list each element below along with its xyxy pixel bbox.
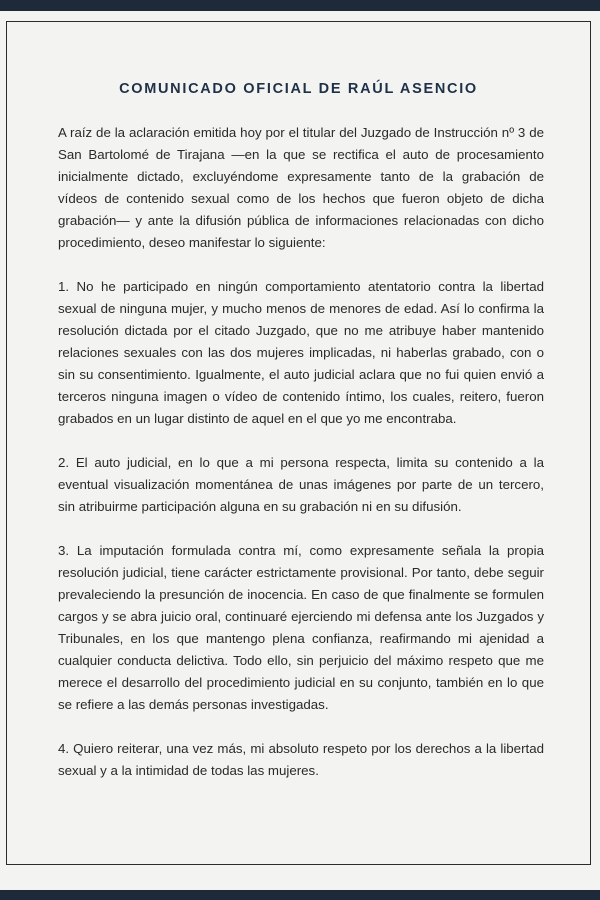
intro-paragraph: A raíz de la aclaración emitida hoy por el titular del Juzgado de Instrucción nº 3 de San Bartolomé de Tirajana —en la que se rectifica el auto de procesamiento inicialmente dictado, excluyéndome expresamente tanto de la grabación de vídeos de contenido sexual como de los hechos que fueron objeto de dicha grabación— y ante la difusión pública de informaciones relacionadas con dicho procedimiento, deseo manifestar lo siguiente: xyxy=(58,125,544,250)
bottom-border-bar xyxy=(0,890,600,900)
top-border-bar xyxy=(0,0,600,11)
point-1-paragraph: 1. No he participado en ningún comportamiento atentatorio contra la libertad sexual de ninguna mujer, y mucho menos de menores de edad. Así lo confirma la resolución dictada por el citado Juzgado, que no me atribuye haber mantenido relaciones sexuales con las dos mujeres implicadas, ni haberlas grabado, con o sin su consentimiento. Igualmente, el auto judicial aclara que no fui quien envió a terceros ninguna imagen o vídeo de contenido íntimo, los cuales, reitero, fueron grabados en un lugar distinto de aquel en el que yo me encontraba. xyxy=(58,279,544,426)
document-body xyxy=(58,122,544,782)
point-2-paragraph: 2. El auto judicial, en lo que a mi persona respecta, limita su contenido a la eventual visualización momentánea de unas imágenes por parte de un tercero, sin atribuirme participación alguna en su grabación ni en su difusión. xyxy=(58,455,544,514)
point-3-paragraph: 3. La imputación formulada contra mí, como expresamente señala la propia resolución judicial, tiene carácter estrictamente provisional. Por tanto, debe seguir prevaleciendo la presunción de inocencia. En caso de que finalmente se formulen cargos y se abra juicio oral, continuaré ejerciendo mi defensa ante los Juzgados y Tribunales, en los que mantengo plena confianza, reafirmando mi ajenidad a cualquier conducta delictiva. Todo ello, sin perjuicio del máximo respeto que me merece el desarrollo del procedimiento judicial en su conjunto, también en lo que se refiere a las demás personas investigadas. xyxy=(58,543,544,712)
document-title: COMUNICADO OFICIAL DE RAÚL ASENCIO xyxy=(119,81,478,97)
point-4-paragraph: 4. Quiero reiterar, una vez más, mi absoluto respeto por los derechos a la libertad sexual y a la intimidad de todas las mujeres. xyxy=(58,741,544,778)
statement-page xyxy=(6,21,591,865)
